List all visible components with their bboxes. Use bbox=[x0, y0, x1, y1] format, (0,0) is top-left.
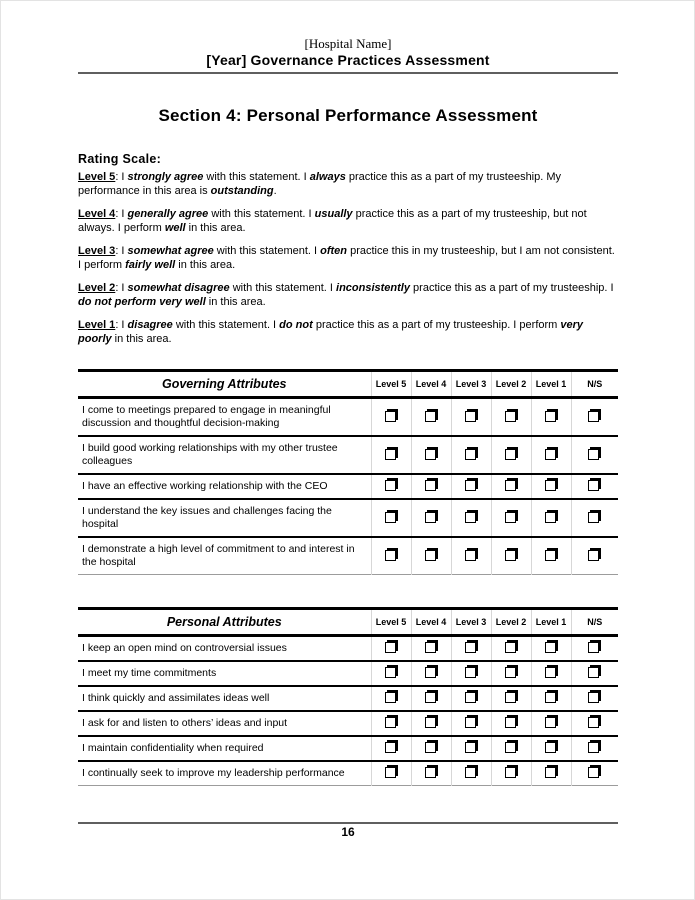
text-run: always bbox=[309, 171, 346, 183]
table-header-row bbox=[78, 609, 618, 636]
checkbox-cell-n-s bbox=[571, 499, 618, 537]
text-run: practice this as a part of my trusteeship. My performance in this area is bbox=[78, 171, 562, 197]
checkbox-cell-n-s bbox=[571, 537, 618, 575]
hospital-name: [Hospital Name] bbox=[304, 36, 392, 51]
checkbox-level-5[interactable] bbox=[385, 512, 396, 523]
column-header-level-5: Level 5 bbox=[371, 609, 411, 636]
text-run: practice this as a part of my trusteeship. I perform bbox=[312, 319, 561, 331]
checkbox-n-s[interactable] bbox=[588, 449, 599, 460]
checkbox-cell-level-2 bbox=[491, 661, 531, 686]
column-header-level-4: Level 4 bbox=[411, 609, 451, 636]
checkbox-cell-level-3 bbox=[451, 436, 491, 474]
checkbox-cell-level-4 bbox=[411, 761, 451, 786]
checkbox-n-s[interactable] bbox=[588, 692, 599, 703]
text-run: in this area. bbox=[175, 259, 236, 271]
text-run: in this area. bbox=[111, 333, 172, 345]
table-row bbox=[78, 711, 618, 736]
text-run: practice this in my trusteeship, but I am not consistent. I perform bbox=[78, 245, 615, 271]
table-row bbox=[78, 636, 618, 662]
governing-attributes-table bbox=[78, 369, 618, 575]
checkbox-cell-level-2 bbox=[491, 736, 531, 761]
table-title: Governing Attributes bbox=[78, 371, 371, 398]
text-run: inconsistently bbox=[336, 282, 410, 294]
checkbox-level-5[interactable] bbox=[385, 480, 396, 491]
text-run: well bbox=[164, 222, 186, 234]
checkbox-cell-level-1 bbox=[531, 436, 571, 474]
checkbox-cell-level-5 bbox=[371, 398, 411, 437]
checkbox-cell-level-2 bbox=[491, 711, 531, 736]
checkbox-level-2[interactable] bbox=[505, 550, 516, 561]
statement-cell: I keep an open mind on controversial issues bbox=[82, 642, 287, 654]
checkbox-level-1[interactable] bbox=[545, 512, 556, 523]
checkbox-cell-level-3 bbox=[451, 761, 491, 786]
checkbox-cell-level-3 bbox=[451, 636, 491, 662]
personal-attributes-table bbox=[78, 607, 618, 786]
column-header-level-1: Level 1 bbox=[531, 609, 571, 636]
rating-scale bbox=[78, 152, 618, 346]
checkbox-level-2[interactable] bbox=[505, 512, 516, 523]
text-run: in this area. bbox=[205, 296, 266, 308]
checkbox-level-1[interactable] bbox=[545, 742, 556, 753]
checkbox-cell-level-4 bbox=[411, 711, 451, 736]
checkbox-level-4[interactable] bbox=[425, 717, 436, 728]
document-title: [Year] Governance Practices Assessment bbox=[206, 52, 490, 68]
table-row bbox=[78, 474, 618, 499]
checkbox-level-3[interactable] bbox=[465, 550, 476, 561]
checkbox-level-3[interactable] bbox=[465, 480, 476, 491]
rating-level-4 bbox=[78, 207, 618, 235]
rating-level-3 bbox=[78, 244, 618, 272]
text-run: somewhat agree bbox=[127, 245, 214, 257]
statement-cell: I ask for and listen to others’ ideas and input bbox=[78, 711, 371, 736]
checkbox-level-2[interactable] bbox=[505, 642, 516, 653]
text-run: Level 2 bbox=[78, 282, 116, 294]
text-run: with this statement. I bbox=[208, 208, 315, 220]
statement-cell: I think quickly and assimilates ideas well bbox=[78, 686, 371, 711]
checkbox-cell-level-3 bbox=[451, 537, 491, 575]
text-run: : I bbox=[115, 282, 128, 294]
checkbox-level-3[interactable] bbox=[465, 717, 476, 728]
checkbox-level-2[interactable] bbox=[505, 480, 516, 491]
checkbox-level-5[interactable] bbox=[385, 550, 396, 561]
checkbox-level-1[interactable] bbox=[545, 667, 556, 678]
table-row bbox=[78, 436, 618, 474]
statement-cell: I have an effective working relationship with the CEO bbox=[78, 474, 371, 499]
checkbox-cell-n-s bbox=[571, 761, 618, 786]
statement-cell: I come to meetings prepared to engage in meaningful discussion and thoughtful decision-making bbox=[82, 404, 331, 429]
checkbox-level-1[interactable] bbox=[545, 717, 556, 728]
checkbox-level-4[interactable] bbox=[425, 550, 436, 561]
column-header-level-3: Level 3 bbox=[451, 609, 491, 636]
text-run: Level 5 bbox=[78, 171, 116, 183]
statement-cell: I meet my time commitments bbox=[78, 661, 371, 686]
checkbox-cell-n-s bbox=[571, 636, 618, 662]
text-run: do not bbox=[279, 319, 313, 331]
column-header-n-s: N/S bbox=[571, 371, 618, 398]
checkbox-cell-level-2 bbox=[491, 474, 531, 499]
table-row bbox=[78, 661, 618, 686]
checkbox-level-3[interactable] bbox=[465, 411, 476, 422]
checkbox-n-s[interactable] bbox=[588, 512, 599, 523]
checkbox-level-1[interactable] bbox=[545, 642, 556, 653]
text-run: with this statement. I bbox=[213, 245, 321, 257]
text-run: practice this as a part of my trusteeship, but not always. I perform bbox=[78, 208, 587, 234]
checkbox-cell-level-1 bbox=[531, 474, 571, 499]
text-run: do not perform very well bbox=[78, 296, 206, 308]
checkbox-level-2[interactable] bbox=[505, 692, 516, 703]
checkbox-n-s[interactable] bbox=[588, 767, 599, 778]
checkbox-cell-level-5 bbox=[371, 474, 411, 499]
checkbox-cell-level-4 bbox=[411, 474, 451, 499]
checkbox-level-3[interactable] bbox=[465, 667, 476, 678]
checkbox-cell-n-s bbox=[571, 736, 618, 761]
text-run: fairly well bbox=[125, 259, 176, 271]
checkbox-level-5[interactable] bbox=[385, 667, 396, 678]
checkbox-cell-level-2 bbox=[491, 436, 531, 474]
checkbox-cell-level-5 bbox=[371, 537, 411, 575]
text-run: : I bbox=[115, 171, 128, 183]
checkbox-cell-level-5 bbox=[371, 499, 411, 537]
checkbox-level-4[interactable] bbox=[425, 742, 436, 753]
column-header-level-2: Level 2 bbox=[491, 609, 531, 636]
checkbox-level-1[interactable] bbox=[545, 767, 556, 778]
checkbox-cell-level-4 bbox=[411, 499, 451, 537]
footer-divider bbox=[78, 822, 618, 824]
checkbox-level-4[interactable] bbox=[425, 767, 436, 778]
checkbox-level-3[interactable] bbox=[465, 767, 476, 778]
table-row bbox=[78, 398, 618, 437]
table-row bbox=[78, 736, 618, 761]
checkbox-n-s[interactable] bbox=[588, 642, 599, 653]
checkbox-cell-level-2 bbox=[491, 686, 531, 711]
rating-level-2 bbox=[78, 281, 618, 309]
checkbox-level-1[interactable] bbox=[545, 449, 556, 460]
checkbox-cell-level-3 bbox=[451, 474, 491, 499]
checkbox-level-3[interactable] bbox=[465, 642, 476, 653]
checkbox-cell-level-4 bbox=[411, 661, 451, 686]
checkbox-level-4[interactable] bbox=[425, 512, 436, 523]
text-run: often bbox=[320, 245, 348, 257]
text-run: generally agree bbox=[127, 208, 209, 220]
checkbox-cell-level-5 bbox=[371, 661, 411, 686]
table-title: Personal Attributes bbox=[78, 609, 371, 636]
checkbox-cell-level-4 bbox=[411, 736, 451, 761]
checkbox-level-4[interactable] bbox=[425, 480, 436, 491]
checkbox-level-4[interactable] bbox=[425, 692, 436, 703]
checkbox-cell-level-2 bbox=[491, 761, 531, 786]
checkbox-level-2[interactable] bbox=[505, 411, 516, 422]
checkbox-level-5[interactable] bbox=[385, 449, 396, 460]
column-header-level-3: Level 3 bbox=[451, 371, 491, 398]
checkbox-cell-level-1 bbox=[531, 661, 571, 686]
rating-level-1 bbox=[78, 318, 618, 346]
checkbox-level-5[interactable] bbox=[385, 767, 396, 778]
table-row bbox=[78, 537, 618, 575]
checkbox-level-2[interactable] bbox=[505, 767, 516, 778]
checkbox-cell-n-s bbox=[571, 474, 618, 499]
checkbox-cell-level-1 bbox=[531, 736, 571, 761]
text-run: disagree bbox=[127, 319, 173, 331]
checkbox-cell-level-1 bbox=[531, 686, 571, 711]
checkbox-n-s[interactable] bbox=[588, 480, 599, 491]
text-run: with this statement. I bbox=[203, 171, 310, 183]
text-run: : I bbox=[115, 208, 128, 220]
text-run: somewhat disagree bbox=[127, 282, 230, 294]
checkbox-level-2[interactable] bbox=[505, 449, 516, 460]
checkbox-level-2[interactable] bbox=[505, 717, 516, 728]
checkbox-cell-level-1 bbox=[531, 499, 571, 537]
checkbox-n-s[interactable] bbox=[588, 550, 599, 561]
checkbox-level-2[interactable] bbox=[505, 742, 516, 753]
column-header-n-s: N/S bbox=[571, 609, 618, 636]
checkbox-level-4[interactable] bbox=[425, 411, 436, 422]
statement-cell: I demonstrate a high level of commitment to and interest in the hospital bbox=[78, 537, 371, 575]
checkbox-cell-level-5 bbox=[371, 761, 411, 786]
column-header-level-1: Level 1 bbox=[531, 371, 571, 398]
table-row bbox=[78, 761, 618, 786]
checkbox-level-5[interactable] bbox=[385, 742, 396, 753]
table-row bbox=[78, 686, 618, 711]
document-footer bbox=[78, 822, 618, 839]
checkbox-cell-n-s bbox=[571, 661, 618, 686]
checkbox-level-3[interactable] bbox=[465, 742, 476, 753]
checkbox-cell-level-5 bbox=[371, 736, 411, 761]
checkbox-level-4[interactable] bbox=[425, 667, 436, 678]
checkbox-cell-level-3 bbox=[451, 736, 491, 761]
text-run: strongly agree bbox=[127, 171, 204, 183]
checkbox-cell-level-4 bbox=[411, 636, 451, 662]
checkbox-cell-level-3 bbox=[451, 711, 491, 736]
checkbox-cell-level-4 bbox=[411, 686, 451, 711]
checkbox-cell-level-1 bbox=[531, 761, 571, 786]
checkbox-level-4[interactable] bbox=[425, 642, 436, 653]
page-content bbox=[78, 0, 618, 786]
checkbox-cell-n-s bbox=[571, 686, 618, 711]
checkbox-cell-level-3 bbox=[451, 661, 491, 686]
checkbox-cell-level-1 bbox=[531, 711, 571, 736]
statement-cell: I continually seek to improve my leadership performance bbox=[78, 761, 371, 786]
statement-cell: I understand the key issues and challenges facing the hospital bbox=[78, 499, 371, 537]
checkbox-level-5[interactable] bbox=[385, 411, 396, 422]
checkbox-cell-level-2 bbox=[491, 398, 531, 437]
checkbox-cell-level-2 bbox=[491, 636, 531, 662]
checkbox-cell-level-1 bbox=[531, 636, 571, 662]
checkbox-cell-level-4 bbox=[411, 398, 451, 437]
checkbox-level-4[interactable] bbox=[425, 449, 436, 460]
statement-cell: I maintain confidentiality when required bbox=[78, 736, 371, 761]
checkbox-cell-level-1 bbox=[531, 537, 571, 575]
page-number: 16 bbox=[341, 825, 355, 839]
text-run: outstanding bbox=[210, 185, 274, 197]
checkbox-cell-n-s bbox=[571, 436, 618, 474]
text-run: with this statement. I bbox=[172, 319, 280, 331]
table-header-row bbox=[78, 371, 618, 398]
text-run: : I bbox=[115, 319, 128, 331]
text-run: Level 3 bbox=[78, 245, 116, 257]
text-run: in this area. bbox=[185, 222, 246, 234]
header-divider bbox=[78, 72, 618, 74]
checkbox-cell-level-3 bbox=[451, 686, 491, 711]
checkbox-cell-n-s bbox=[571, 398, 618, 437]
checkbox-cell-level-5 bbox=[371, 436, 411, 474]
checkbox-level-1[interactable] bbox=[545, 550, 556, 561]
checkbox-cell-n-s bbox=[571, 711, 618, 736]
document-header bbox=[78, 0, 618, 74]
text-run: Level 4 bbox=[78, 208, 116, 220]
checkbox-n-s[interactable] bbox=[588, 717, 599, 728]
checkbox-n-s[interactable] bbox=[588, 411, 599, 422]
statement-cell: I build good working relationships with my other trustee colleagues bbox=[78, 436, 371, 474]
text-run: practice this as a part of my trusteeship. I bbox=[409, 282, 614, 294]
checkbox-cell-level-4 bbox=[411, 537, 451, 575]
text-run: Level 1 bbox=[78, 319, 116, 331]
column-header-level-5: Level 5 bbox=[371, 371, 411, 398]
column-header-level-4: Level 4 bbox=[411, 371, 451, 398]
checkbox-level-5[interactable] bbox=[385, 717, 396, 728]
rating-level-5 bbox=[78, 170, 618, 198]
checkbox-level-3[interactable] bbox=[465, 449, 476, 460]
table-row bbox=[78, 499, 618, 537]
checkbox-n-s[interactable] bbox=[588, 742, 599, 753]
column-header-level-2: Level 2 bbox=[491, 371, 531, 398]
checkbox-cell-level-3 bbox=[451, 499, 491, 537]
rating-scale-title: Rating Scale: bbox=[78, 152, 162, 166]
checkbox-cell-level-1 bbox=[531, 398, 571, 437]
checkbox-level-1[interactable] bbox=[545, 692, 556, 703]
checkbox-cell-level-3 bbox=[451, 398, 491, 437]
checkbox-cell-level-4 bbox=[411, 436, 451, 474]
text-run: usually bbox=[314, 208, 353, 220]
checkbox-cell-level-5 bbox=[371, 636, 411, 662]
text-run: very poorly bbox=[78, 319, 584, 345]
checkbox-level-1[interactable] bbox=[545, 480, 556, 491]
checkbox-level-1[interactable] bbox=[545, 411, 556, 422]
text-run: . bbox=[273, 185, 277, 197]
section-title: Section 4: Personal Performance Assessment bbox=[158, 106, 538, 125]
checkbox-level-3[interactable] bbox=[465, 512, 476, 523]
checkbox-level-5[interactable] bbox=[385, 692, 396, 703]
checkbox-cell-level-2 bbox=[491, 537, 531, 575]
checkbox-level-3[interactable] bbox=[465, 692, 476, 703]
checkbox-cell-level-5 bbox=[371, 686, 411, 711]
checkbox-cell-level-2 bbox=[491, 499, 531, 537]
text-run: : I bbox=[115, 245, 128, 257]
checkbox-level-2[interactable] bbox=[505, 667, 516, 678]
text-run: with this statement. I bbox=[229, 282, 337, 294]
checkbox-n-s[interactable] bbox=[588, 667, 599, 678]
checkbox-level-5[interactable] bbox=[385, 642, 396, 653]
checkbox-cell-level-5 bbox=[371, 711, 411, 736]
